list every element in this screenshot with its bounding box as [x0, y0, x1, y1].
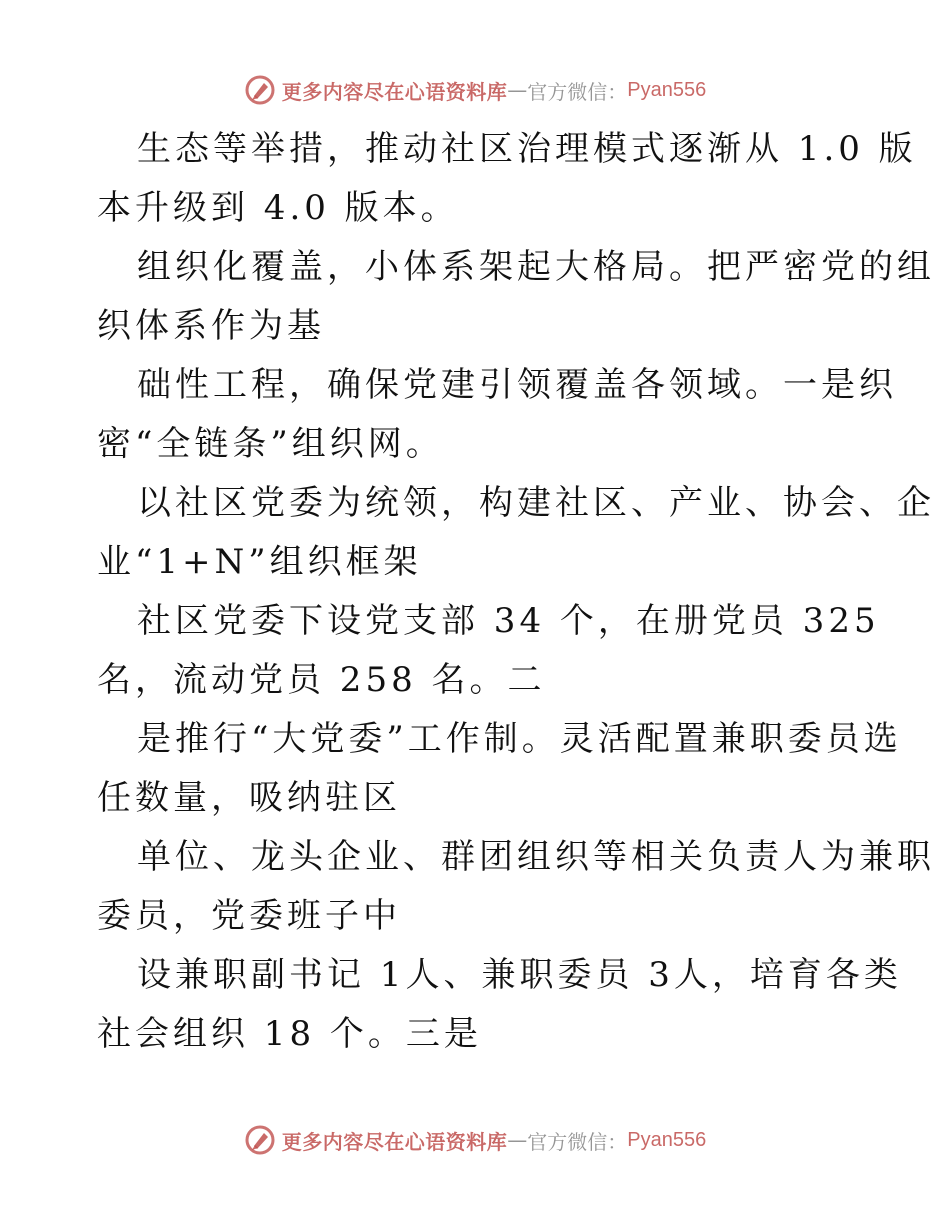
- pen-nib-logo-icon: [244, 1124, 276, 1156]
- watermark-separator: —: [507, 78, 528, 102]
- text-line: 委员，党委班子中: [97, 896, 401, 936]
- text-line: 社会组织 18 个。三是: [97, 1014, 482, 1054]
- document-body: [97, 120, 935, 1064]
- text-line: 织体系作为基: [97, 306, 325, 346]
- watermark-wechat-label: 官方微信：: [527, 79, 628, 104]
- footer-watermark: [0, 1120, 950, 1160]
- watermark-main-text: 更多内容尽在心语资料库: [281, 1129, 508, 1154]
- text-line: 社区党委下设党支部 34 个，在册党员 325: [137, 601, 880, 641]
- text-line: 名，流动党员 258 名。二: [97, 660, 546, 700]
- pen-nib-logo-icon: [244, 74, 276, 106]
- text-line: 础性工程，确保党建引领覆盖各领域。一是织: [137, 365, 897, 405]
- text-line: 是推行“大党委”工作制。灵活配置兼职委员选: [137, 719, 902, 759]
- text-line: 业“1+N”组织框架: [97, 542, 422, 582]
- watermark-wechat-id: Pyan556: [627, 1128, 707, 1151]
- text-line: 本升级到 4.0 版本。: [97, 188, 459, 228]
- text-line: 密“全链条”组织网。: [97, 424, 444, 464]
- watermark-wechat-label: 官方微信：: [527, 1129, 628, 1154]
- text-line: 以社区党委为统领，构建社区、产业、协会、企: [137, 483, 935, 523]
- watermark-wechat-id: Pyan556: [627, 78, 707, 101]
- text-line: 组织化覆盖，小体系架起大格局。把严密党的组: [137, 247, 935, 287]
- text-line: 设兼职副书记 1人、兼职委员 3人，培育各类: [137, 955, 902, 995]
- watermark-separator: —: [507, 1128, 528, 1152]
- text-line: 生态等举措，推动社区治理模式逐渐从 1.0 版: [137, 129, 917, 169]
- text-line: 任数量，吸纳驻区: [97, 778, 401, 818]
- watermark-main-text: 更多内容尽在心语资料库: [281, 79, 508, 104]
- header-watermark: [0, 70, 950, 110]
- text-line: 单位、龙头企业、群团组织等相关负责人为兼职: [137, 837, 935, 877]
